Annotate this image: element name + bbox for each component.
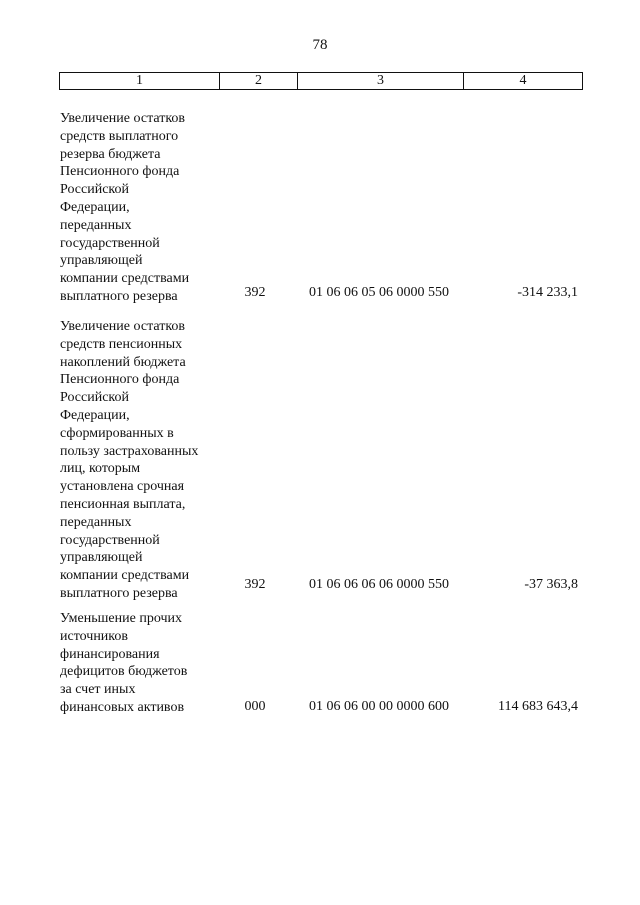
table-header <box>59 72 583 90</box>
row-description: Увеличение остатков средств пенсионных накоплений бюджета Пенсионного фонда Российской Федерации, сформированных в пользу застрахованных лиц, которым установлена срочная пенсионная выплата, переданных государственной управляющей компании средствами выплатного резерва <box>60 319 199 601</box>
row-amount: -314 233,1 <box>517 285 578 300</box>
row-amount: -37 363,8 <box>524 577 578 592</box>
row-amount: 114 683 643,4 <box>498 699 578 714</box>
header-col-4: 4 <box>519 73 527 88</box>
row-description: Уменьшение прочих источников финансирования дефицитов бюджетов за счет иных финансовых активов <box>60 611 188 715</box>
row-code: 000 <box>244 699 266 714</box>
row-kbk: 01 06 06 05 06 0000 550 <box>309 285 449 300</box>
header-col-2: 2 <box>220 73 298 89</box>
row-code: 392 <box>244 285 266 300</box>
header-col-1: 1 <box>60 73 220 89</box>
row-code: 392 <box>244 577 266 592</box>
header-col-3: 3 <box>298 73 464 89</box>
row-kbk: 01 06 06 06 06 0000 550 <box>309 577 449 592</box>
page-number: 78 <box>312 37 328 53</box>
row-description: Увеличение остатков средств выплатного резерва бюджета Пенсионного фонда Российской Федерации, переданных государственной управляющей компании средствами выплатного резерва <box>60 111 190 304</box>
row-kbk: 01 06 06 00 00 0000 600 <box>309 699 449 714</box>
